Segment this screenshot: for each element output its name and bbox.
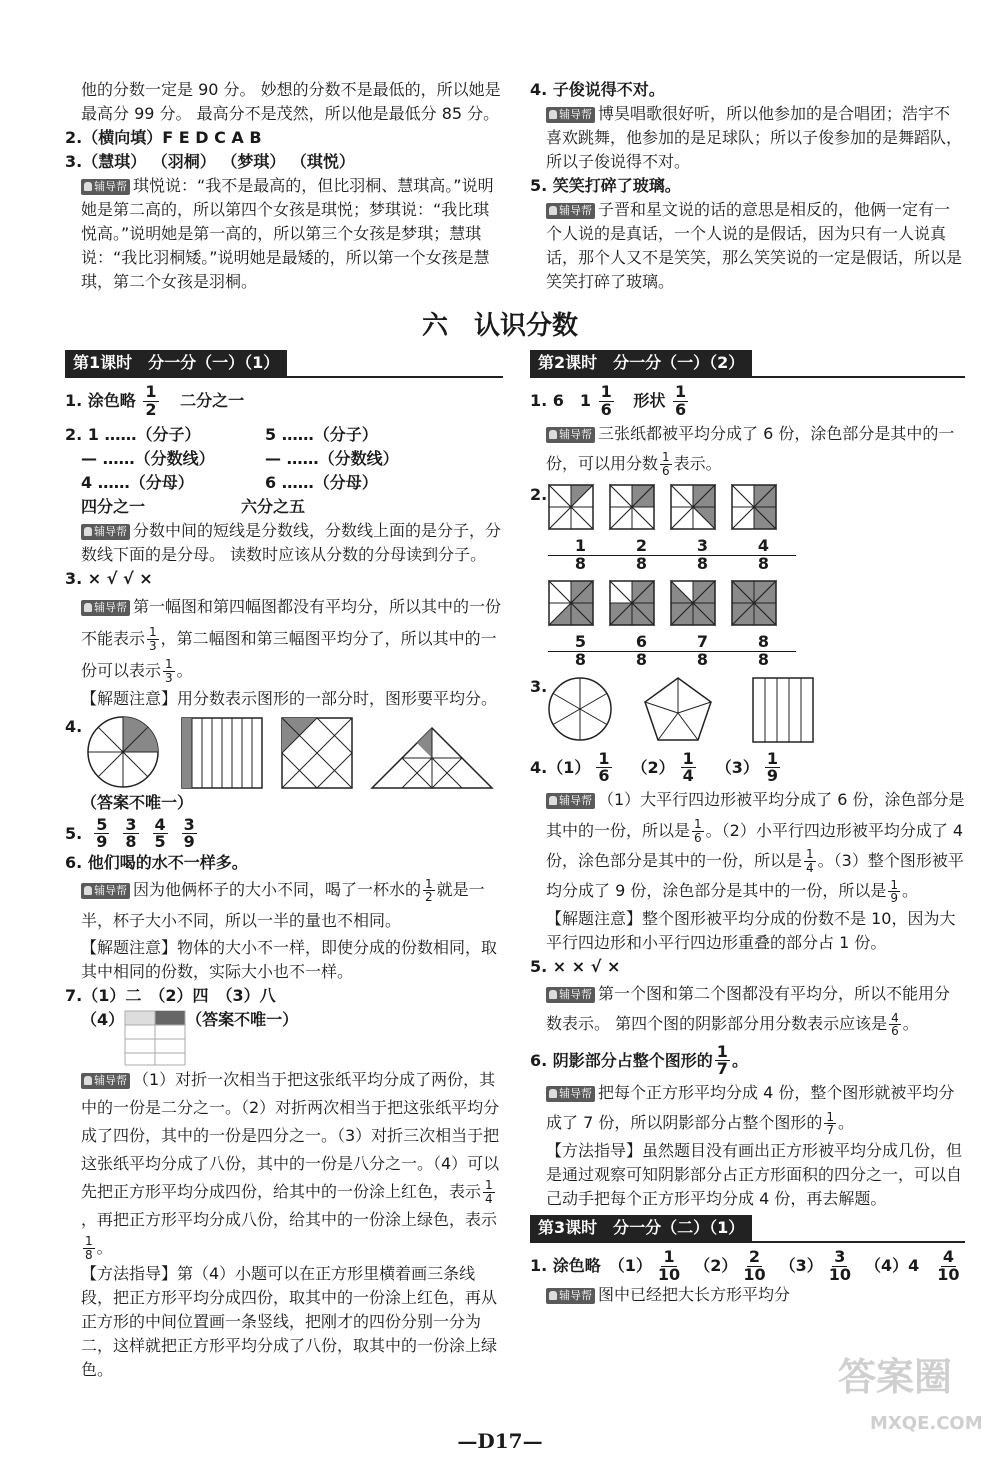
help-badge: 辅导帮 bbox=[546, 1086, 595, 1102]
eighths-square-2 bbox=[610, 485, 654, 529]
help-badge: 辅导帮 bbox=[81, 524, 130, 540]
fraction-2-10: $\frac{2}{10}$ bbox=[743, 1246, 766, 1284]
fraction-3-8: $\frac{3}{8}$ bbox=[672, 538, 733, 573]
help-l2-q5: 辅导帮 第一个图和第二个图都没有平均分，所以不能用分数表示。 第四个图的阴影部分用分数表示应该是 $\frac{4}{6}$ 。 bbox=[546, 983, 951, 1039]
fraction-sixth-small: $\frac{1}{6}$ bbox=[662, 450, 670, 478]
fraction-seventh: $\frac{1}{7}$ bbox=[716, 1041, 728, 1079]
fraction-fourth: $\frac{1}{4}$ bbox=[682, 748, 694, 786]
help-text-2: ，第二幅图和第三幅图平均分了，所以其中的一份可以表示 bbox=[81, 628, 497, 680]
circle-eighths-figure bbox=[88, 717, 158, 787]
watermark-logo: 答案圈 bbox=[838, 1355, 953, 1399]
l1-q2-row1a: 2. 1 ……（分子） bbox=[65, 424, 201, 444]
l2-q2-squares-row1 bbox=[548, 483, 778, 531]
fraction-4-6: $\frac{4}{6}$ bbox=[891, 1010, 899, 1039]
eighths-square-1 bbox=[549, 485, 593, 529]
fraction-fourth-small: $\frac{1}{4}$ bbox=[806, 847, 814, 875]
fraction-sixth: $\frac{1}{6}$ bbox=[598, 748, 610, 786]
chapter-title: 六 认识分数 bbox=[421, 311, 578, 341]
fraction-sixth: $\frac{1}{6}$ bbox=[674, 382, 687, 419]
l2-q1-shape: 形状 bbox=[633, 390, 666, 410]
help-badge: 辅导帮 bbox=[546, 987, 595, 1003]
help-l1-q2 bbox=[65, 519, 503, 567]
lesson1-title: 第1课时 分一分（一）（1） bbox=[65, 350, 287, 376]
l1-q2-row2a: — ……（分数线） bbox=[81, 448, 215, 468]
l2-q6: 6. 阴影部分占整个图形的 $\frac{1}{7}$ 。 bbox=[530, 1041, 748, 1079]
help-l2-q1 bbox=[530, 419, 965, 480]
l1-q2-row3b: 6 ……（分母） bbox=[265, 472, 378, 492]
l2-q4b-label: （2） bbox=[631, 757, 675, 777]
l2-q4a-label: 4.（1） bbox=[530, 757, 591, 777]
help-text-2: 。（2）小平行四边形被平均分成了 4 份，涂色部分是其中的一份，所以是 bbox=[546, 820, 964, 870]
lesson1-header bbox=[65, 350, 503, 378]
help-badge: 辅导帮 bbox=[546, 107, 595, 123]
l1-q7a: 7.（1）二 （2）四 （3）八 bbox=[65, 985, 276, 1005]
l2-q4c-label: （3） bbox=[715, 757, 759, 777]
help-text: 分数中间的短线是分数线，分数线上面的是分子，分数线下面的是分母。 读数时应该从分数的分母读到分子。 bbox=[81, 520, 502, 564]
fraction-eighth: $\frac{1}{8}$ bbox=[85, 1234, 93, 1262]
note-l2-q4: 【解题注意】整个图形被平均分成的份数不是 10，因为大平行四边形和小平行四边形重叠的部分占 1 份。 bbox=[546, 908, 956, 952]
help-l3-q1 bbox=[530, 1283, 965, 1307]
help-badge: 辅导帮 bbox=[81, 179, 130, 195]
l2-q6-text: 6. 阴影部分占整个图形的 bbox=[530, 1050, 713, 1070]
help-text: 三张纸都被平均分成了 6 份，涂色部分是其中的一份，可以用分数 bbox=[546, 423, 955, 473]
l1-q4 bbox=[65, 715, 503, 791]
eighths-square-1 bbox=[549, 581, 593, 625]
help-badge: 辅导帮 bbox=[81, 883, 130, 899]
lesson3-title: 第3课时 分一分（二）（1） bbox=[530, 1215, 752, 1241]
note-l1-q3: 【解题注意】用分数表示图形的一部分时，图形要平均分。 bbox=[81, 688, 498, 708]
top-right-column bbox=[530, 78, 965, 294]
l3-q1a-label: 1. 涂色略 （1） bbox=[530, 1256, 652, 1276]
eighths-square-2 bbox=[610, 581, 654, 625]
l1-q7b-label: （4） bbox=[81, 1009, 125, 1029]
help-q4 bbox=[530, 102, 965, 174]
l1-q5 bbox=[65, 814, 503, 852]
l1-q4-note: （答案不唯一） bbox=[81, 792, 194, 812]
help-text: 把每个正方形平均分成 4 份，整个图形就被平均分成了 7 份，所以阴影部分占整个图形的 bbox=[546, 1083, 955, 1133]
l2-q3-figures bbox=[548, 675, 828, 745]
lesson2-column bbox=[530, 350, 965, 1307]
l1-q2-row2b: — ……（分数线） bbox=[265, 448, 399, 468]
fraction-half-small: $\frac{1}{2}$ bbox=[425, 876, 433, 905]
l2-q1-text: 1. 6 1 bbox=[530, 390, 592, 410]
lesson2-title: 第2课时 分一分（一）（2） bbox=[530, 350, 752, 376]
help-text-2: ，再把正方形平均分成八份，给其中的一份涂上绿色，表示 bbox=[81, 1209, 498, 1229]
fraction-4-5: $\frac{4}{5}$ bbox=[154, 814, 166, 852]
l1-q5-label: 5. bbox=[65, 823, 83, 843]
l1-q3: 3. × √ √ × bbox=[65, 568, 153, 588]
help-badge: 辅导帮 bbox=[546, 203, 595, 219]
fraction-2-8: $\frac{2}{8}$ bbox=[611, 538, 672, 573]
l1-q1 bbox=[65, 384, 503, 419]
l2-q2-label: 2. bbox=[530, 485, 548, 505]
l1-q2-row3a: 4 ……（分母） bbox=[81, 472, 194, 492]
fraction-4-10: $\frac{4}{10}$ bbox=[937, 1246, 960, 1284]
l3-q1c-label: （3） bbox=[779, 1256, 823, 1276]
help-text: 因为他俩杯子的大小不同，喝了一杯水的 bbox=[133, 880, 422, 900]
striped-rectangle-figure bbox=[182, 718, 262, 788]
fraction-ninth-small: $\frac{1}{9}$ bbox=[890, 877, 898, 906]
l1-q1-read: 二分之一 bbox=[180, 390, 245, 410]
l1-q7c-note: （答案不唯一） bbox=[186, 1009, 299, 1029]
pentagon-figure bbox=[645, 678, 711, 740]
note-l1-q6: 【解题注意】物体的大小不一样，即使分成的份数相同，取其中相同的份数，实际大小也不一样。 bbox=[81, 937, 498, 981]
l2-q2 bbox=[530, 483, 965, 668]
help-text-2: 就是一半，杯子大小不同，所以一半的量也不相同。 bbox=[81, 880, 485, 930]
fraction-half: $\frac{1}{2}$ bbox=[145, 382, 157, 419]
help-l1-q7: 辅导帮 （1）对折一次相当于把这张纸平均分成了两份，其中的一份是二分之一。（2）对折两次相当于把这张纸平均分成了四份，其中的一份是四分之一。（3）对折三次相当于把这张纸平均分成了八份，其中的一份是八分之一。（4）可以先把正方形平均分成四份，给其中的一份涂上红色，表示 $\frac{1}{4}$ ，再把正方形平均分成八份，给其中的一份涂上绿色，表示 $\frac{1}{8}$ 。 bbox=[81, 1069, 500, 1262]
fraction-5-9: $\frac{5}{9}$ bbox=[96, 814, 108, 852]
fraction-sixth: $\frac{1}{6}$ bbox=[600, 382, 612, 419]
fraction-3-9: $\frac{3}{9}$ bbox=[183, 814, 195, 852]
help-text: 博昊唱歌很好听，所以他参加的是合唱团；浩宇不喜欢跳舞，他参加的是足球队；所以子俊参加的是舞蹈队，所以子俊说得不对。 bbox=[546, 104, 963, 171]
answer-q4: 4. 子俊说得不对。 bbox=[530, 80, 665, 99]
eighths-square-3 bbox=[671, 581, 715, 625]
l3-q1b-label: （2） bbox=[694, 1256, 738, 1276]
help-l1-q6 bbox=[65, 875, 503, 936]
help-l2-q6: 辅导帮 把每个正方形平均分成 4 份，整个图形就被平均分成了 7 份，所以阴影部分占整个图形的 $\frac{1}{7}$ 。 bbox=[546, 1083, 955, 1138]
l1-q2 bbox=[65, 423, 503, 519]
fraction-sixth-small: $\frac{1}{6}$ bbox=[694, 816, 702, 845]
lesson1-column bbox=[65, 350, 503, 1382]
eighths-square-4 bbox=[732, 485, 776, 529]
answer-q5: 5. 笑笑打碎了玻璃。 bbox=[530, 176, 681, 195]
fraction-1-8: $\frac{1}{8}$ bbox=[550, 538, 611, 573]
help-badge: 辅导帮 bbox=[546, 427, 595, 443]
l3-q1d-label: （4）4 bbox=[865, 1256, 920, 1276]
l3-q1 bbox=[530, 1246, 965, 1284]
l1-q6: 6. 他们喝的水不一样多。 bbox=[65, 853, 248, 873]
l1-q4-label: 4. bbox=[65, 716, 83, 736]
triangle-figure bbox=[372, 728, 492, 788]
help-text: 琪悦说：“我不是最高的，但比羽桐、慧琪高。”说明她是第二高的，所以第四个女孩是琪悦；梦琪说：“我比琪悦高。”说明她是第一高的，所以第三个女孩是梦琪；慧琪说：“我比羽桐矮。”说明她是最矮的，所以第一个女孩是慧琪，第二个女孩是羽桐。 bbox=[81, 176, 494, 291]
l1-q4-figures bbox=[87, 715, 503, 791]
watermark-url: MXQE.COM bbox=[870, 1413, 983, 1434]
help-q5 bbox=[530, 198, 965, 294]
fraction-8-8: $\frac{8}{8}$ bbox=[733, 634, 794, 669]
l1-q2-row1b: 5 ……（分子） bbox=[265, 424, 378, 444]
help-text: 第一个图和第二个图都没有平均分，所以不能用分数表示。 第四个图的阴影部分用分数表示应该是 bbox=[546, 983, 951, 1034]
help-l1-q3: 辅导帮 第一幅图和第四幅图都没有平均分，所以其中的一份不能表示 $\frac{1}{3}$ ，第二幅图和第三幅图平均分了，所以其中的一份可以表示 $\frac{1}{3}$ 。 bbox=[81, 596, 502, 685]
fraction-4-8: $\frac{4}{8}$ bbox=[733, 538, 794, 573]
help-text: （1）对折一次相当于把这张纸平均分成了两份，其中的一份是二分之一。（2）对折两次相当于把这张纸平均分成了四份，其中的一份是四分之一。（3）对折三次相当于把这张纸平均分成了八份，其中的一份是八分之一。（4）可以先把正方形平均分成四份，给其中的一份涂上红色，表示 bbox=[81, 1069, 500, 1201]
fraction-1-10: $\frac{1}{10}$ bbox=[657, 1246, 681, 1284]
fraction-6-8: $\frac{6}{8}$ bbox=[611, 634, 672, 669]
lesson2-header bbox=[530, 350, 965, 378]
eighths-square-4 bbox=[732, 581, 776, 625]
answer-q2: 2.（横向填）F E D C A B bbox=[65, 128, 262, 147]
l1-q7-grid-figure bbox=[124, 1010, 186, 1066]
answer-q3: 3.（慧琪） （羽桐） （梦琪） （琪悦） bbox=[65, 152, 355, 171]
note-l2-q6: 【方法指导】虽然题目没有画出正方形被平均分成几份，但是通过观察可知阴影部分占正方形面积的四分之一，可以自己动手把每个正方形平均分成 4 份，再去解题。 bbox=[546, 1140, 963, 1208]
help-text: （1）大平行四边形被平均分成了 6 份，涂色部分是其中的一份，所以是 bbox=[546, 790, 965, 840]
l2-q3 bbox=[530, 675, 965, 745]
l1-q7b bbox=[65, 1008, 503, 1066]
fraction-3-8: $\frac{3}{8}$ bbox=[125, 814, 137, 852]
help-text: 图中已经把大长方形平均分 bbox=[598, 1285, 791, 1305]
l1-q2-row4a: 四分之一 bbox=[81, 496, 146, 516]
help-q3 bbox=[65, 174, 503, 294]
l2-q1 bbox=[530, 384, 965, 419]
fraction-7-8: $\frac{7}{8}$ bbox=[672, 634, 733, 669]
top-left-column bbox=[65, 78, 503, 294]
page-number: —D17— bbox=[457, 1429, 543, 1453]
fraction-5-8: $\frac{5}{8}$ bbox=[550, 634, 611, 669]
l2-q2-labels-row2 bbox=[548, 631, 792, 669]
help-badge: 辅导帮 bbox=[81, 1073, 130, 1089]
fraction-fourth: $\frac{1}{4}$ bbox=[485, 1178, 493, 1206]
fraction-ninth: $\frac{1}{9}$ bbox=[766, 748, 779, 786]
paragraph-q1-end: 他的分数一定是 90 分。 妙想的分数不是最低的，所以她是最高分 99 分。 最高分不是茂然，所以他是最低分 85 分。 bbox=[81, 80, 501, 123]
l2-q3-label: 3. bbox=[530, 676, 548, 696]
l2-q5: 5. × × √ × bbox=[530, 956, 621, 976]
l2-q2-labels-row1 bbox=[548, 538, 792, 573]
fraction-third: $\frac{1}{3}$ bbox=[149, 625, 157, 653]
square-diamond-figure bbox=[282, 718, 352, 788]
help-badge: 辅导帮 bbox=[546, 1288, 595, 1304]
fraction-seventh-small: $\frac{1}{7}$ bbox=[826, 1109, 834, 1138]
striped-rectangle-figure bbox=[753, 678, 813, 742]
l2-q4 bbox=[530, 748, 965, 786]
help-text-3: 。（3）整个图形被平均分成了 9 份，涂色部分是其中的一份，所以是 bbox=[546, 850, 964, 901]
eighths-square-3 bbox=[671, 485, 715, 529]
lesson3-header bbox=[530, 1215, 965, 1243]
l2-q2-squares-row2 bbox=[548, 579, 778, 627]
fraction-3-10: $\frac{3}{10}$ bbox=[828, 1246, 851, 1284]
l1-q1-text: 1. 涂色略 bbox=[65, 390, 136, 410]
help-text: 第一幅图和第四幅图都没有平均分，所以其中的一份不能表示 bbox=[81, 596, 502, 648]
help-text-2: 表示。 bbox=[673, 453, 722, 473]
note-l1-q7: 【方法指导】第（4）小题可以在正方形里横着画三条线段，把正方形平均分成四份，取其中的一份涂上红色，再从正方形的中间位置画一条竖线，把刚才的四份分别一分为二，这样就把正方形平均分成了八份，取其中的一份涂上绿色。 bbox=[81, 1263, 498, 1379]
fraction-third: $\frac{1}{3}$ bbox=[165, 657, 173, 685]
circle-sixths-figure bbox=[549, 678, 611, 740]
l1-q2-row4b: 六分之五 bbox=[241, 496, 306, 516]
help-l2-q4: 辅导帮 （1）大平行四边形被平均分成了 6 份，涂色部分是其中的一份，所以是 $\frac{1}{6}$ 。（2）小平行四边形被平均分成了 4 份，涂色部分是其中的一份，所以是 $\frac{1}{4}$ 。（3）整个图形被平均分成了 9 份，涂色部分是其中的一份，所以是 $\frac{1}{9}$ 。 bbox=[546, 790, 965, 906]
help-text: 子晋和星文说的话的意思是相反的，他俩一定有一个人说的是真话，一个人说的是假话，因为只有一人说真话，那个人又不是笑笑，那么笑笑说的一定是假话，所以是笑笑打碎了玻璃。 bbox=[546, 200, 963, 291]
help-badge: 辅导帮 bbox=[81, 600, 130, 616]
help-badge: 辅导帮 bbox=[546, 793, 595, 809]
